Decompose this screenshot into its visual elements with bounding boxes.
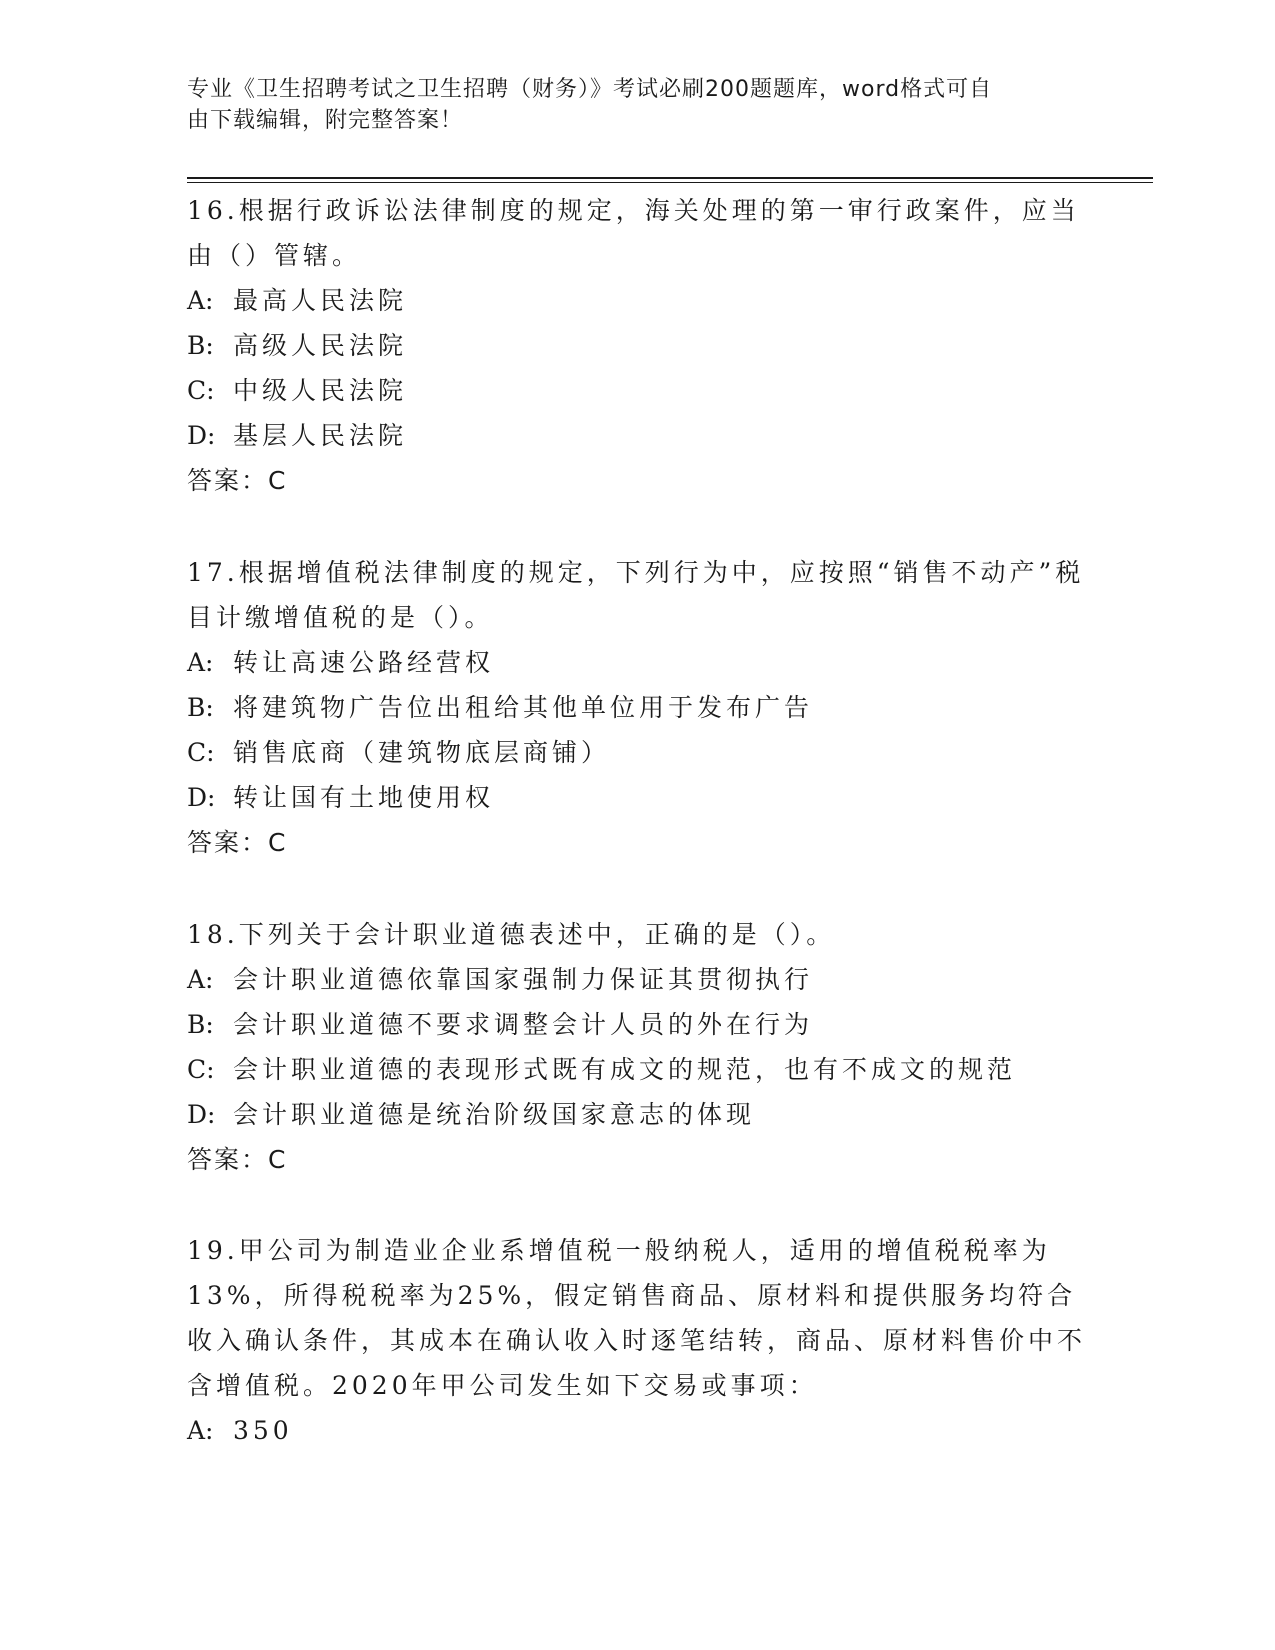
option-letter: B:	[187, 693, 214, 722]
answer-line: 答案：C	[187, 1145, 288, 1174]
option-letter: B:	[187, 1010, 214, 1039]
answer-line: 答案：C	[187, 828, 288, 857]
option-letter: D:	[187, 783, 216, 812]
question-text	[187, 550, 1087, 640]
option-text: 会计职业道德不要求调整会计人员的外在行为	[233, 1010, 814, 1039]
question-17	[187, 550, 1087, 865]
question-16	[187, 188, 1087, 503]
option-b	[187, 685, 1087, 730]
option-text: 会计职业道德是统治阶级国家意志的体现	[233, 1100, 756, 1129]
option-text: 会计职业道德的表现形式既有成文的规范，也有不成文的规范	[233, 1055, 1017, 1084]
option-d	[187, 1092, 1087, 1137]
option-letter: A:	[187, 965, 214, 994]
option-c	[187, 1047, 1087, 1092]
option-text: 最高人民法院	[233, 286, 408, 315]
option-c	[187, 730, 1087, 775]
option-a	[187, 1408, 1087, 1453]
option-letter: A:	[187, 286, 214, 315]
question-body: 根据行政诉讼法律制度的规定，海关处理的第一审行政案件，应当由（）管辖。	[187, 196, 1080, 270]
option-letter: C:	[187, 738, 215, 767]
option-d	[187, 413, 1087, 458]
question-number: 19.	[187, 1236, 239, 1265]
option-c	[187, 368, 1087, 413]
question-number: 16.	[187, 196, 239, 225]
option-text: 350	[233, 1416, 293, 1445]
option-text: 将建筑物广告位出租给其他单位用于发布广告	[233, 693, 814, 722]
option-text: 销售底商（建筑物底层商铺）	[233, 738, 611, 767]
question-number: 17.	[187, 558, 239, 587]
option-letter: C:	[187, 1055, 215, 1084]
option-letter: B:	[187, 331, 214, 360]
answer-line: 答案：C	[187, 466, 288, 495]
option-text: 转让国有土地使用权	[233, 783, 495, 812]
option-letter: D:	[187, 1100, 216, 1129]
question-19	[187, 1228, 1087, 1453]
option-a	[187, 957, 1087, 1002]
question-18	[187, 912, 1087, 1182]
option-letter: A:	[187, 1416, 214, 1445]
header-divider-thick	[187, 177, 1153, 179]
option-a	[187, 640, 1087, 685]
option-text: 高级人民法院	[233, 331, 408, 360]
header-divider-thin	[187, 182, 1153, 183]
header-title-line-2: 由下载编辑，附完整答案！	[187, 108, 464, 133]
option-d	[187, 775, 1087, 820]
option-letter: C:	[187, 376, 215, 405]
option-b	[187, 323, 1087, 368]
option-text: 转让高速公路经营权	[233, 648, 495, 677]
header-title-line-1: 专业《卫生招聘考试之卫生招聘（财务）》考试必刷200题题库，word格式可自	[187, 77, 993, 102]
option-letter: D:	[187, 421, 216, 450]
option-letter: A:	[187, 648, 214, 677]
question-text	[187, 1228, 1087, 1408]
question-body: 根据增值税法律制度的规定，下列行为中，应按照“销售不动产”税目计缴增值税的是（）。	[187, 558, 1085, 632]
question-number: 18.	[187, 920, 239, 949]
option-text: 中级人民法院	[233, 376, 408, 405]
question-text	[187, 912, 1087, 957]
option-a	[187, 278, 1087, 323]
option-b	[187, 1002, 1087, 1047]
option-text: 会计职业道德依靠国家强制力保证其贯彻执行	[233, 965, 814, 994]
document-header	[187, 74, 1067, 136]
question-text	[187, 188, 1087, 278]
question-body: 下列关于会计职业道德表述中，正确的是（）。	[238, 920, 836, 949]
question-body: 甲公司为制造业企业系增值税一般纳税人，适用的增值税税率为13%，所得税税率为25%，假定销售商品、原材料和提供服务均符合收入确认条件，其成本在确认收入时逐笔结转，商品、原材料售价中不含增值税。2020年甲公司发生如下交易或事项：	[187, 1236, 1087, 1400]
option-text: 基层人民法院	[233, 421, 408, 450]
